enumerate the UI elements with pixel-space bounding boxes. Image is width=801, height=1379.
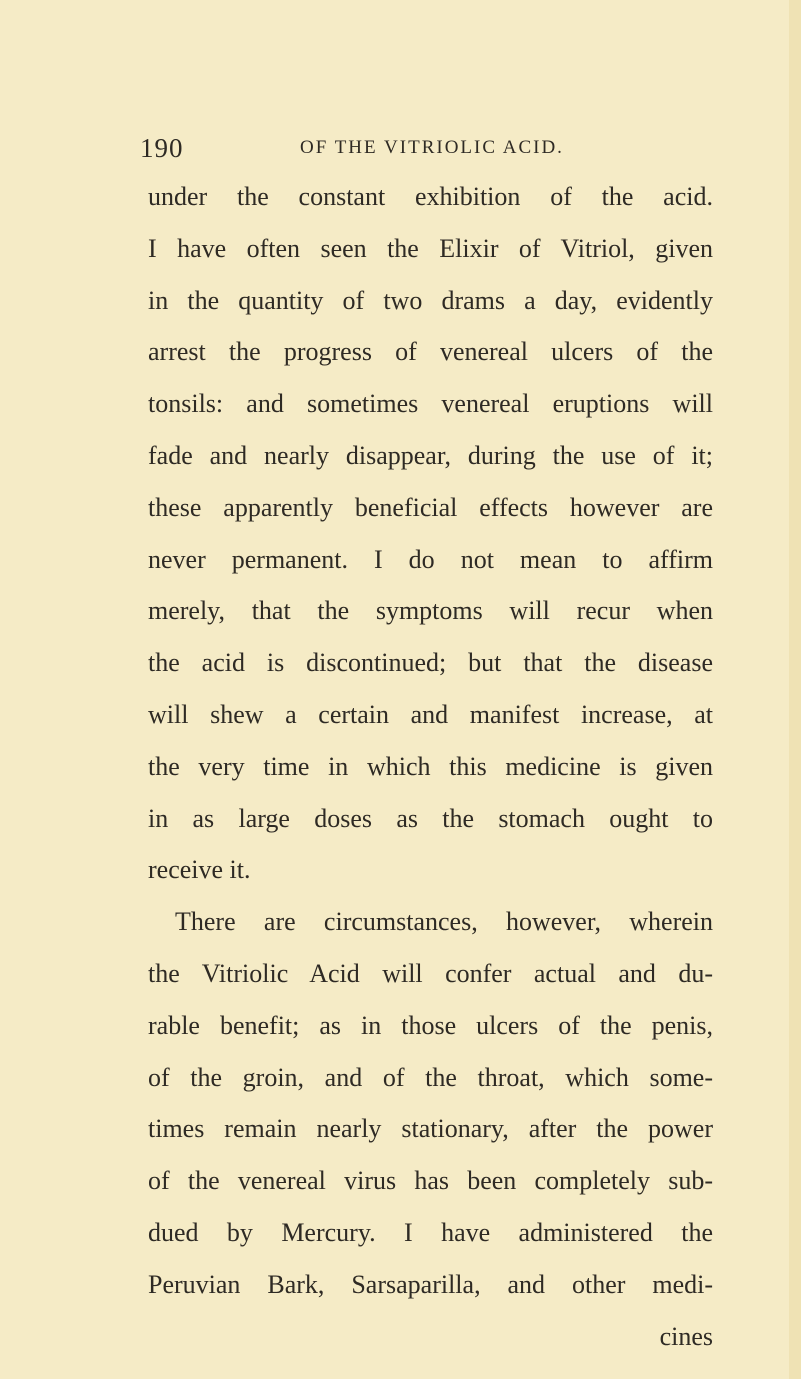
text-line: Peruvian Bark, Sarsaparilla, and other medi- — [148, 1269, 713, 1299]
body-text — [148, 171, 713, 1362]
text-line: of the venereal virus has been completely sub- — [148, 1166, 713, 1196]
page-number: 190 — [140, 133, 184, 163]
text-line: I have often seen the Elixir of Vitriol, given — [148, 233, 713, 263]
text-line: rable benefit; as in those ulcers of the penis, — [148, 1010, 713, 1040]
text-line: merely, that the symptoms will recur when — [148, 596, 713, 626]
text-line: times remain nearly stationary, after the power — [148, 1114, 713, 1144]
text-line: dued by Mercury. I have administered the — [148, 1217, 713, 1247]
text-line: of the groin, and of the throat, which some- — [148, 1062, 713, 1092]
running-title: OF THE VITRIOLIC ACID. — [300, 137, 564, 158]
paragraph-start-line: There are circumstances, however, wherein — [175, 907, 713, 937]
text-line: never permanent. I do not mean to affirm — [148, 544, 713, 574]
text-line: the very time in which this medicine is given — [148, 751, 713, 781]
running-head — [0, 130, 801, 170]
text-line: will shew a certain and manifest increase, at — [148, 699, 713, 729]
text-line: the acid is discontinued; but that the disease — [148, 648, 713, 678]
text-line: these apparently beneficial effects however are — [148, 492, 713, 522]
catchword: cines — [659, 1321, 713, 1351]
text-line: fade and nearly disappear, during the use of it; — [148, 440, 713, 470]
text-line: arrest the progress of venereal ulcers of the — [148, 337, 713, 367]
text-line: tonsils: and sometimes venereal eruptions will — [148, 389, 713, 419]
text-line: under the constant exhibition of the acid. — [148, 182, 713, 211]
paragraph-end-line: receive it. — [148, 855, 251, 885]
text-line: in as large doses as the stomach ought to — [148, 803, 713, 833]
text-line: the Vitriolic Acid will confer actual and du- — [148, 958, 713, 988]
text-line: in the quantity of two drams a day, evidently — [148, 285, 713, 315]
